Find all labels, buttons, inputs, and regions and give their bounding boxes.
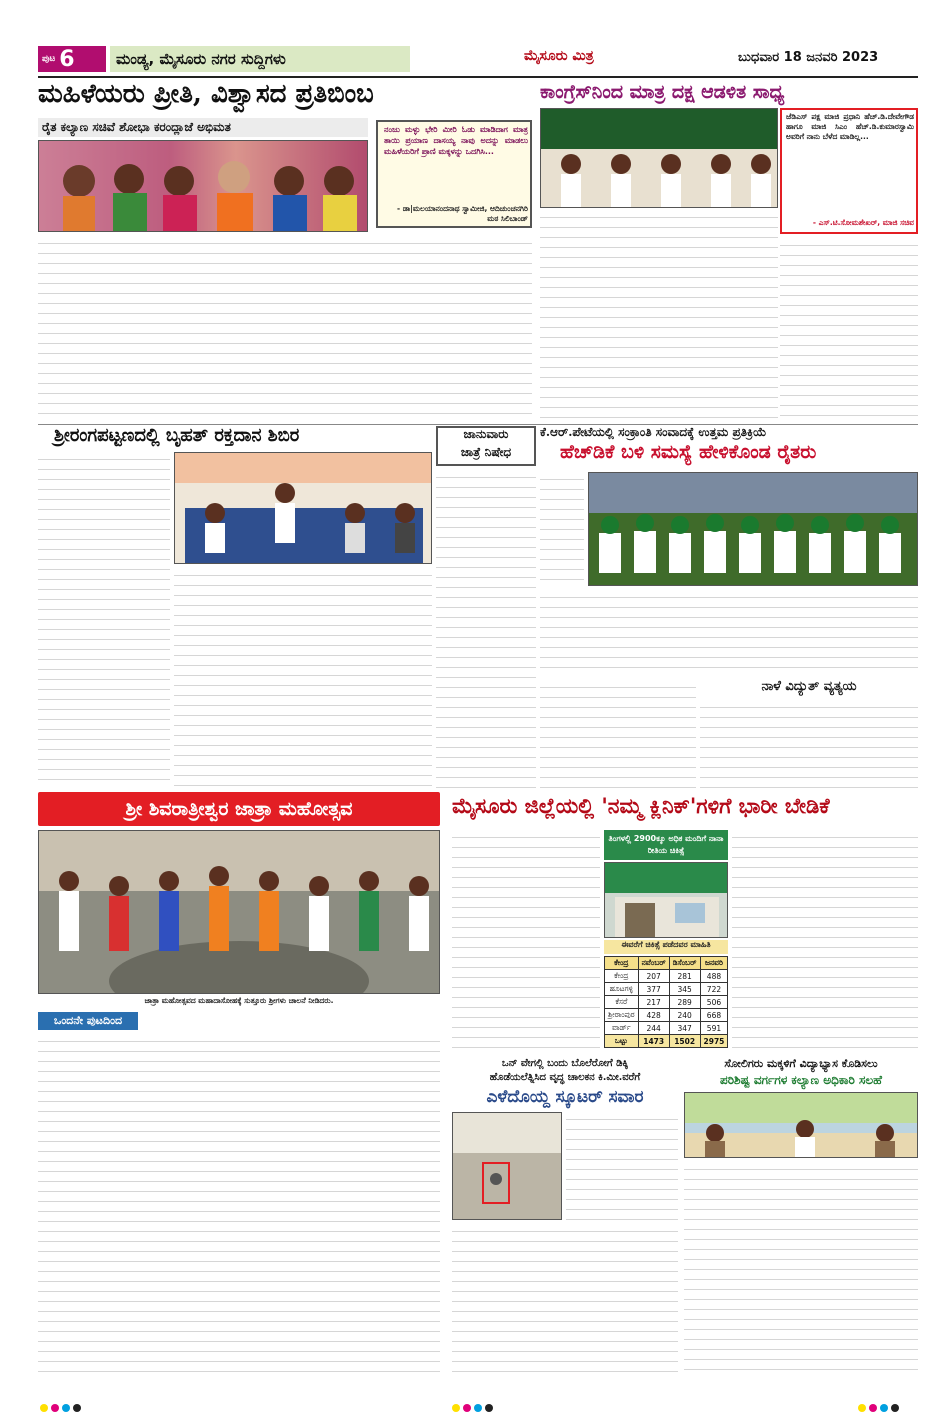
table-cell: 240 [669, 1009, 700, 1022]
table-header: ಡಿಸೆಂಬರ್ [669, 957, 700, 970]
table-cell: ಕೆಸರೆ [605, 996, 639, 1009]
masthead-rule [38, 76, 918, 78]
table-cell: 1473 [638, 1035, 669, 1048]
table-cell: ಕೇಂದ್ರ [605, 970, 639, 983]
story3-body-col2 [174, 568, 432, 788]
story8-photo [604, 862, 728, 938]
story6-body [700, 700, 918, 788]
story1-headline: ಮಹಿಳೆಯರು ಪ್ರೀತಿ, ವಿಶ್ವಾಸದ ಪ್ರತಿಬಿಂಬ [38, 79, 374, 109]
table-cell: ಶ್ರೀರಾಂಪುರ [605, 1009, 639, 1022]
table-row [605, 983, 728, 996]
story9-headline: ಒಂದನೇ ಪುಟದಿಂದ [38, 1012, 138, 1030]
table-cell: 347 [669, 1022, 700, 1035]
story8-headline: ಮೈಸೂರು ಜಿಲ್ಲೆಯಲ್ಲಿ 'ನಮ್ಮ ಕ್ಲಿನಿಕ್'ಗಳಿಗೆ ಭಾರೀ ಬೇಡಿಕೆ [452, 793, 830, 818]
story5-headline: ಹೆಚ್‌ಡಿಕೆ ಬಳಿ ಸಮಸ್ಯೆ ಹೇಳಿಕೊಂಡ ರೈತರು [560, 441, 817, 463]
story2-photo [540, 108, 778, 208]
table-header: ನವೆಂಬರ್ [638, 957, 669, 970]
story11-body [684, 1162, 918, 1378]
story2-sidebar: ಜೆಡಿಎಸ್ ಪಕ್ಷ ಮಾಜಿ ಪ್ರಧಾನಿ ಹೆಚ್.ಡಿ.ದೇವೇಗೌಡ ಹಾಗೂ ಮಾಜಿ ಸಿಎಂ ಹೆಚ್.ಡಿ.ಕುಮಾರಸ್ವಾಮಿ ಅವರಿಗೆ ನಾನು ಬೆಳೆದ ಮಾಡಿಲ್ಲ... [786, 112, 914, 141]
page-number: 6 [59, 46, 75, 72]
story1-quote-by: - ಡಾ|ಮಲಯಾನಂದನಾಥ ಸ್ವಾಮೀಜಿ, ಆದಿಚುಂಚನಗಿರಿ ಮಠ ಸಿಲಿಬಾಂಡ್ [397, 204, 528, 223]
story8-table-title: ಈವರೆಗೆ ಚಿಕಿತ್ಸೆ ಪಡೆದವರ ಮಾಹಿತಿ [604, 940, 728, 954]
story10-kicker-line1: ಒನ್ ವೇಗಲ್ಲಿ ಬಂದು ಬೊಲೆರೋಗೆ ಡಿಕ್ಕಿ [501, 1058, 629, 1069]
story5-photo [588, 472, 918, 586]
table-cell: 506 [700, 996, 728, 1009]
table-cell: 281 [669, 970, 700, 983]
story5-body-col2 [540, 590, 918, 676]
story8-inset: ತಿಂಗಳಲ್ಲಿ 2900ಕ್ಕೂ ಅಧಿಕ ಮಂದಿಗೆ ನಾನಾ ರೀತಿಯ ಚಿಕಿತ್ಸೆ [608, 834, 724, 855]
story11-photo [684, 1092, 918, 1158]
table-cell: 289 [669, 996, 700, 1009]
table-cell: 2975 [700, 1035, 728, 1048]
table-cell: 488 [700, 970, 728, 983]
story4-body [436, 470, 536, 788]
page-badge [38, 46, 106, 72]
table-cell: 1502 [669, 1035, 700, 1048]
story3-body [38, 452, 170, 788]
story10-photo [452, 1112, 562, 1220]
story1-quote: ನಂಜು ಮಳ್ಳು ಭೇರಿ ಮೀರಿ ಓಡು ಮಾಡಿದಾಗ ಮಾತ್ರ ತಾಯಿ ಪ್ರಯಾಣ ದಾಸಯ್ಯ ನಾವು ಅದನ್ನು ಮಾಡಲು ಮಹಿಳೆಯರಿಗೆ ಪ್ರಾಣಿ ಮಕ್ಕಳನ್ನು ಒದಗಿಸಿ... [384, 125, 528, 156]
story9-body [38, 1034, 440, 1378]
story7-photo [38, 830, 440, 994]
story10-headline: ಎಳೆದೊಯ್ದ ಸ್ಕೂಟರ್ ಸವಾರ [486, 1087, 644, 1107]
story6-headline: ನಾಳೆ ವಿದ್ಯುತ್ ವ್ಯತ್ಯಯ [761, 679, 857, 694]
masthead [38, 46, 918, 74]
story8-body-col2 [732, 830, 918, 1056]
table-cell: 722 [700, 983, 728, 996]
table-cell: 217 [638, 996, 669, 1009]
story1-body [38, 236, 532, 422]
registration-marks-left [40, 1404, 81, 1412]
table-row [605, 1022, 728, 1035]
story11-kicker: ಸೋಲಿಗರು ಮಕ್ಕಳಿಗೆ ವಿದ್ಯಾಭ್ಯಾಸ ಕೊಡಿಸಲು [724, 1057, 878, 1070]
registration-marks-right [858, 1404, 899, 1412]
story2-body [540, 210, 778, 422]
story1-photo [38, 140, 368, 232]
story11-headline: ಪರಿಶಿಷ್ಟ ವರ್ಗಗಳ ಕಲ್ಯಾಣ ಅಧಿಕಾರಿ ಸಲಹೆ [720, 1073, 882, 1087]
table-cell: 207 [638, 970, 669, 983]
story5-body-col3 [540, 680, 696, 788]
dateline: ಬುಧವಾರ 18 ಜನವರಿ 2023 [738, 50, 879, 65]
story5-kicker: ಕೆ.ಆರ್.ಪೇಟೆಯಲ್ಲಿ ಸಂಕ್ರಾಂತಿ ಸಂವಾದಕ್ಕೆ ಉತ್ತಮ ಪ್ರತಿಕ್ರಿಯೆ [540, 425, 767, 439]
story10-body [566, 1112, 678, 1220]
brand-logo: ಮೈಸೂರು ಮಿತ್ರ [524, 48, 594, 64]
section-title: ಮಂಡ್ಯ, ಮೈಸೂರು ನಗರ ಸುದ್ದಿಗಳು [110, 46, 410, 72]
table-cell: ಹೂಟಗಳ್ಳಿ [605, 983, 639, 996]
story2-body-col2 [780, 238, 918, 422]
table-total-row [605, 1035, 728, 1048]
story4-headline-line2: ಜಾತ್ರೆ ನಿಷೇಧ [460, 445, 512, 459]
story2-headline: ಕಾಂಗ್ರೆಸ್‌ನಿಂದ ಮಾತ್ರ ದಕ್ಷ ಆಡಳಿತ ಸಾಧ್ಯ [540, 81, 785, 103]
table-row [605, 1009, 728, 1022]
table-header: ಜನವರಿ [700, 957, 728, 970]
table-cell: ಒಟ್ಟು [605, 1035, 639, 1048]
table-header-row [605, 957, 728, 970]
story4-headline-line1: ಜಾನುವಾರು [463, 427, 509, 441]
table-cell: ವಾರ್ಡ್ [605, 1022, 639, 1035]
page-label: ಪುಟ [42, 54, 56, 64]
story1-subhead: ರೈತ ಕಲ್ಯಾಣ ಸಚಿವೆ ಶೋಭಾ ಕರಂದ್ಲಾಜೆ ಅಭಿಮತ [38, 118, 368, 137]
story8-table [604, 956, 728, 1048]
story3-photo [174, 452, 432, 564]
story7-headline: ಶ್ರೀ ಶಿವರಾತ್ರೀಶ್ವರ ಜಾತ್ರಾ ಮಹೋತ್ಸವ [38, 792, 440, 826]
table-cell: 428 [638, 1009, 669, 1022]
table-cell: 345 [669, 983, 700, 996]
story5-body [540, 472, 584, 586]
story10-body-col2 [452, 1224, 678, 1378]
table-row [605, 970, 728, 983]
story3-headline: ಶ್ರೀರಂಗಪಟ್ಟಣದಲ್ಲಿ ಬೃಹತ್ ರಕ್ತದಾನ ಶಿಬಿರ [54, 425, 300, 446]
registration-marks-center [452, 1404, 493, 1412]
story7-caption: ಜಾತ್ರಾ ಮಹೋತ್ಸವದ ಮಹಾದಾಸೋಹಕ್ಕೆ ಸುತ್ತೂರು ಶ್ರೀಗಳು ಚಾಲನೆ ನೀಡಿದರು. [144, 996, 334, 1005]
story2-sidebar-by: - ಎಸ್.ಟಿ.ಸೋಮಶೇಖರ್, ಮಾಜಿ ಸಚಿವ [812, 218, 914, 227]
table-cell: 668 [700, 1009, 728, 1022]
table-cell: 244 [638, 1022, 669, 1035]
story10-kicker-line2: ಹೊಡೆಯಲೆತ್ನಿಸಿದ ವೃದ್ಧ ಚಾಲಕನ ಕಿ.ಮೀ.ವರೆಗೆ [489, 1072, 641, 1083]
table-header: ಕೇಂದ್ರ [605, 957, 639, 970]
table-cell: 377 [638, 983, 669, 996]
table-row [605, 996, 728, 1009]
table-cell: 591 [700, 1022, 728, 1035]
story8-body [452, 830, 600, 1056]
